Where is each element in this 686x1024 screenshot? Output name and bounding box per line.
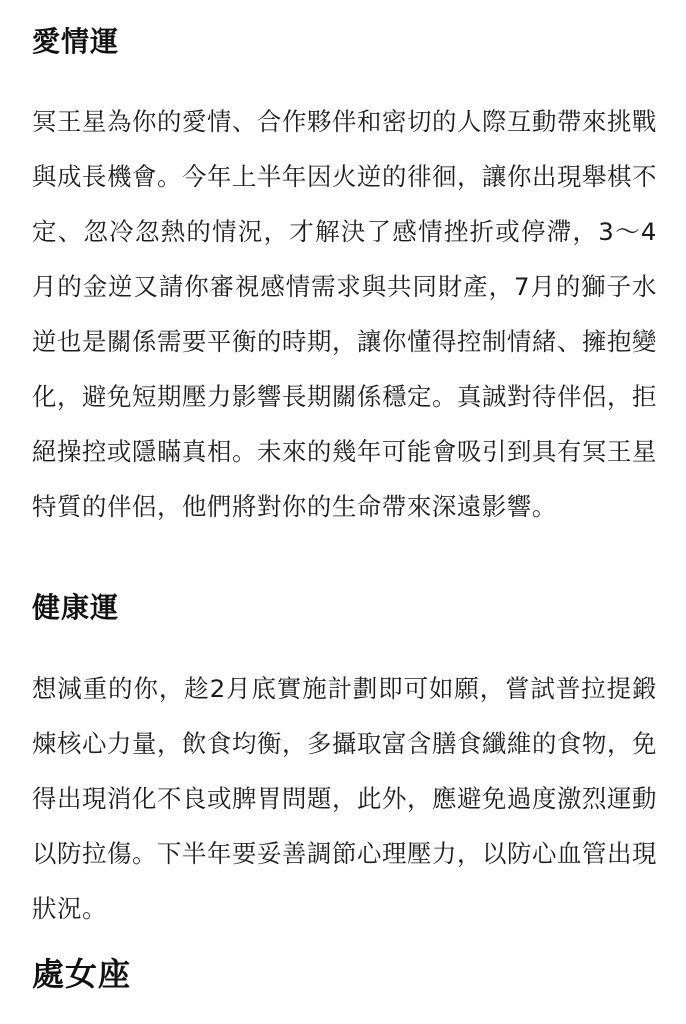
virgo-heading: 處女座 — [32, 955, 132, 993]
health-luck-paragraph: 想減重的你，趁2月底實施計劃即可如願，嘗試普拉提鍛煉核心力量，飲食均衡，多攝取富含膳食纖維的食物，免得出現消化不良或脾胃問題，此外，應避免過度激烈運動以防拉傷。下半年要妥善調節心理壓力，以防心血管出現狀況。 — [32, 674, 657, 923]
health-luck-heading: 健康運 — [32, 591, 120, 624]
love-luck-heading: 愛情運 — [32, 25, 120, 58]
love-luck-paragraph: 冥王星為你的愛情、合作夥伴和密切的人際互動帶來挑戰與成長機會。今年上半年因火逆的徘徊，讓你出現舉棋不定、忽冷忽熱的情況，才解決了感情挫折或停滯，3～4月的金逆又請你審視感情需求與共同財產，7月的獅子水逆也是關係需要平衡的時期，讓你懂得控制情緒、擁抱變化，避免短期壓力影響長期關係穩定。真誠對待伴侶，拒絕操控或隱瞞真相。未來的幾年可能會吸引到具有冥王星特質的伴侶，他們將對你的生命帶來深遠影響。 — [32, 107, 657, 521]
